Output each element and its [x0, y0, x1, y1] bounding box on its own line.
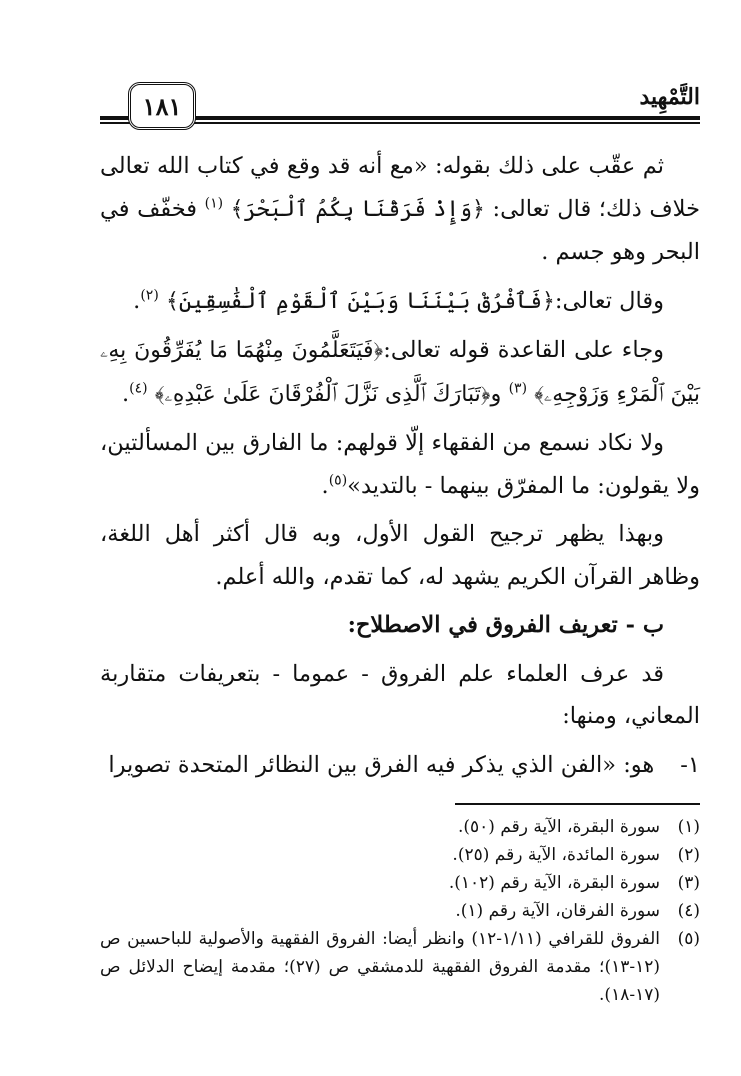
paragraph [100, 280, 700, 324]
quran-verse: ﴿تَبَارَكَ ٱلَّذِى نَزَّلَ ٱلْفُرْقَانَ عَلَىٰ عَبْدِهِۦ﴾ [154, 381, 491, 407]
section-heading [100, 604, 700, 647]
text: وجاء على القاعدة قوله تعالى: [383, 337, 664, 363]
footnote-number: (٤) [677, 901, 700, 921]
text: وبهذا يظهر ترجيح القول الأول، وبه قال أكثر أهل اللغة، وظاهر القرآن الكريم يشهد له، كما تقدم، والله أعلم. [100, 521, 700, 590]
text: و [490, 380, 502, 407]
footnote-text: سورة البقرة، الآية رقم (١٠٢). [448, 873, 660, 893]
footnote [100, 841, 700, 869]
footnote [100, 897, 700, 925]
footnote-text: الفروق للقرافي (١/١١-١٢) وانظر أيضا: الفروق الفقهية والأصولية للباحسين ص (١٢-١٣)؛ مقدمة الفروق الفقهية للدمشقي ص (٢٧)؛ مقدمة إيضاح الدلائل ص (١٧-١٨). [100, 929, 660, 1005]
body-text [100, 145, 700, 792]
text: ثم عقّب على ذلك بقوله: «مع أنه قد وقع في كتاب الله تعالى خلاف ذلك؛ قال تعالى: [100, 153, 701, 222]
text: . [321, 472, 329, 499]
text: ولا نكاد نسمع من الفقهاء إلّا قولهم: ما الفارق بين المسألتين، ولا يقولون: ما المفرّق بينهما - بالتديد» [100, 430, 700, 499]
footnote-number: (١) [677, 817, 700, 837]
heading-text: ب - تعريف الفروق في الاصطلاح: [347, 612, 664, 638]
footnote-ref[interactable]: (٣) [508, 380, 528, 396]
text: قد عرف العلماء علم الفروق - عموما - بتعريفات متقاربة المعاني، ومنها: [100, 660, 700, 729]
paragraph [100, 422, 700, 507]
text: . [133, 287, 141, 314]
footnotes [100, 813, 700, 1009]
text: وقال تعالى: [554, 287, 664, 314]
paragraph [100, 513, 700, 598]
footnote-text: سورة الفرقان، الآية رقم (١). [455, 901, 660, 921]
footnote [100, 925, 700, 1009]
footnote-number: (٣) [677, 873, 700, 893]
footnote-ref[interactable]: (٢) [140, 287, 159, 303]
page-header [100, 72, 700, 132]
footnote-text: سورة البقرة، الآية رقم (٥٠). [457, 817, 660, 837]
paragraph [100, 329, 700, 416]
running-title: التَّمْهِيد [639, 84, 700, 110]
quran-verse: ﴿فَيَتَعَلَّمُونَ مِنْهُمَا مَا يُفَرِّقُونَ بِهِۦ بَيْنَ ٱلْمَرْءِ وَزَوْجِهِۦ﴾ [100, 338, 700, 407]
footnote-ref[interactable]: (٥) [328, 472, 348, 488]
page-number: ١٨١ [128, 82, 196, 130]
text: هو: «الفن الذي يذكر فيه الفرق بين النظائر المتحدة تصويرا [108, 751, 655, 778]
footnote-text: سورة المائدة، الآية رقم (٢٥). [452, 845, 660, 865]
quran-verse: ﴿وَإِذْ فَرَقْنَا بِكُمُ ٱلْبَحْرَ﴾ [230, 196, 485, 222]
list-number: ١- [680, 751, 700, 778]
footnote-number: (٢) [677, 845, 700, 865]
quran-verse: ﴿فَٱفْرُقْ بَيْنَنَا وَبَيْنَ ٱلْقَوْمِ ٱلْفَٰسِقِينَ﴾ [165, 288, 555, 314]
text: . [121, 380, 130, 407]
footnote-ref[interactable]: (٤) [129, 380, 148, 396]
footnote-separator [455, 803, 700, 805]
list-item [100, 744, 700, 787]
paragraph [100, 145, 700, 274]
footnote [100, 813, 700, 841]
paragraph [100, 653, 700, 738]
footnote [100, 869, 700, 897]
footnote-number: (٥) [677, 929, 700, 949]
footnote-ref[interactable]: (١) [204, 195, 224, 211]
text: فخفّف في البحر وهو جسم . [100, 195, 700, 265]
